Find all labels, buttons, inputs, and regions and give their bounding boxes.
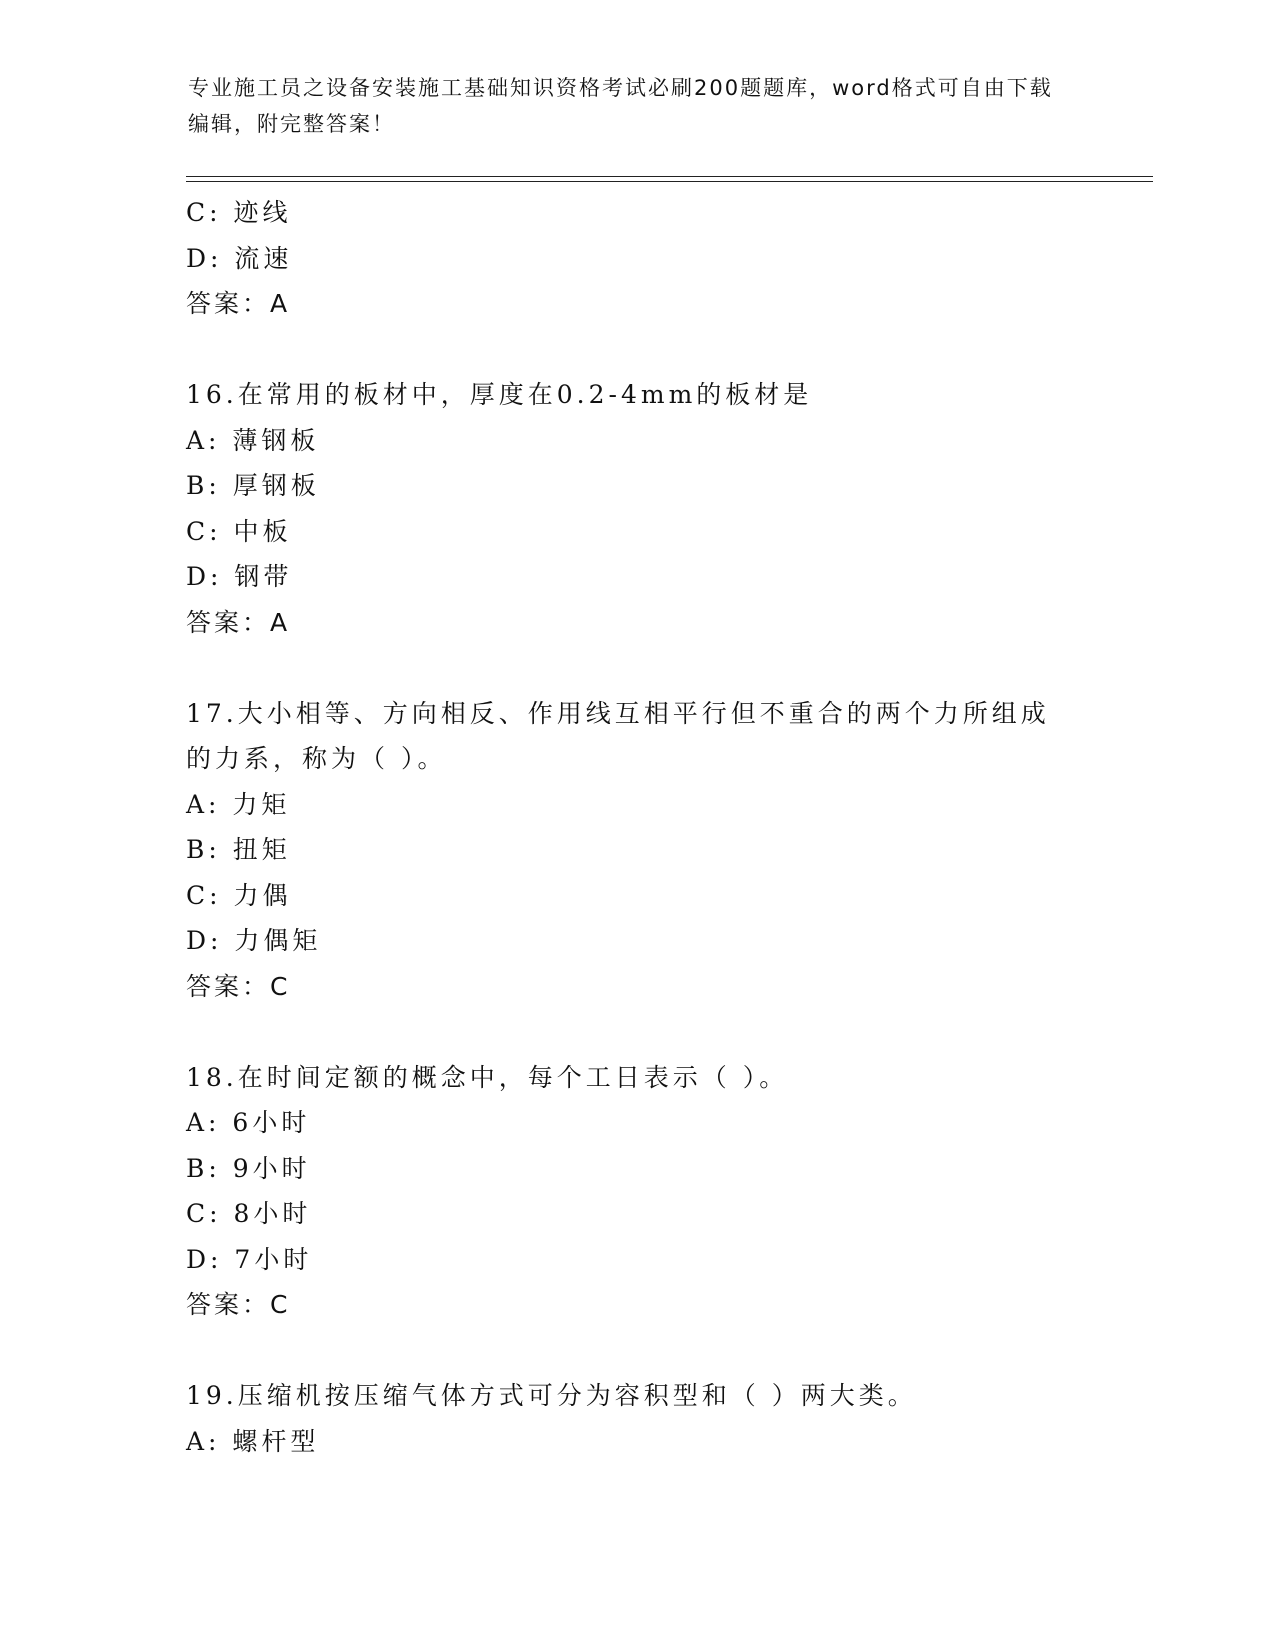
question-19 <box>186 1373 1086 1464</box>
spacer <box>186 1009 1086 1055</box>
document-header <box>188 70 1068 142</box>
question-17 <box>186 691 1086 1010</box>
spacer <box>186 1328 1086 1374</box>
question-15-tail <box>186 190 1086 327</box>
option-a: A: 力矩 <box>186 789 291 819</box>
answer-line: 答案：C <box>186 971 291 1001</box>
question-stem: 16.在常用的板材中，厚度在0.2-4mm的板材是 <box>186 380 813 409</box>
option-c: C: 迹线 <box>186 198 292 227</box>
question-stem: 19.压缩机按压缩气体方式可分为容积型和（ ）两大类。 <box>186 1381 917 1410</box>
question-16 <box>186 372 1086 645</box>
option-b: B: 扭矩 <box>186 835 291 864</box>
option-d: D: 钢带 <box>186 562 293 591</box>
question-list <box>186 190 1086 1464</box>
option-a: A: 螺杆型 <box>186 1426 320 1456</box>
option-d: D: 流速 <box>186 243 293 273</box>
answer-line: 答案：C <box>186 1290 291 1319</box>
option-a: A: 6小时 <box>186 1108 311 1137</box>
question-stem: 17.大小相等、方向相反、作用线互相平行但不重合的两个力所组成的力系，称为（ ）。 <box>186 698 1050 773</box>
option-d: D: 力偶矩 <box>186 926 322 955</box>
spacer <box>186 327 1086 373</box>
question-stem: 18.在时间定额的概念中，每个工日表示（ ）。 <box>186 1062 789 1092</box>
question-18 <box>186 1055 1086 1328</box>
header-divider-bottom <box>186 181 1153 182</box>
option-b: B: 9小时 <box>186 1153 311 1183</box>
answer-line: 答案：A <box>186 289 291 318</box>
option-d: D: 7小时 <box>186 1244 313 1274</box>
option-a: A: 薄钢板 <box>186 425 320 455</box>
option-b: B: 厚钢板 <box>186 471 320 500</box>
spacer <box>186 645 1086 691</box>
option-c: C: 8小时 <box>186 1199 312 1228</box>
header-divider-top <box>186 176 1153 177</box>
answer-line: 答案：A <box>186 607 291 637</box>
document-title: 专业施工员之设备安装施工基础知识资格考试必刷200题题库，word格式可自由下载编辑，附完整答案！ <box>188 76 1053 136</box>
option-c: C: 中板 <box>186 516 292 546</box>
option-c: C: 力偶 <box>186 880 292 910</box>
